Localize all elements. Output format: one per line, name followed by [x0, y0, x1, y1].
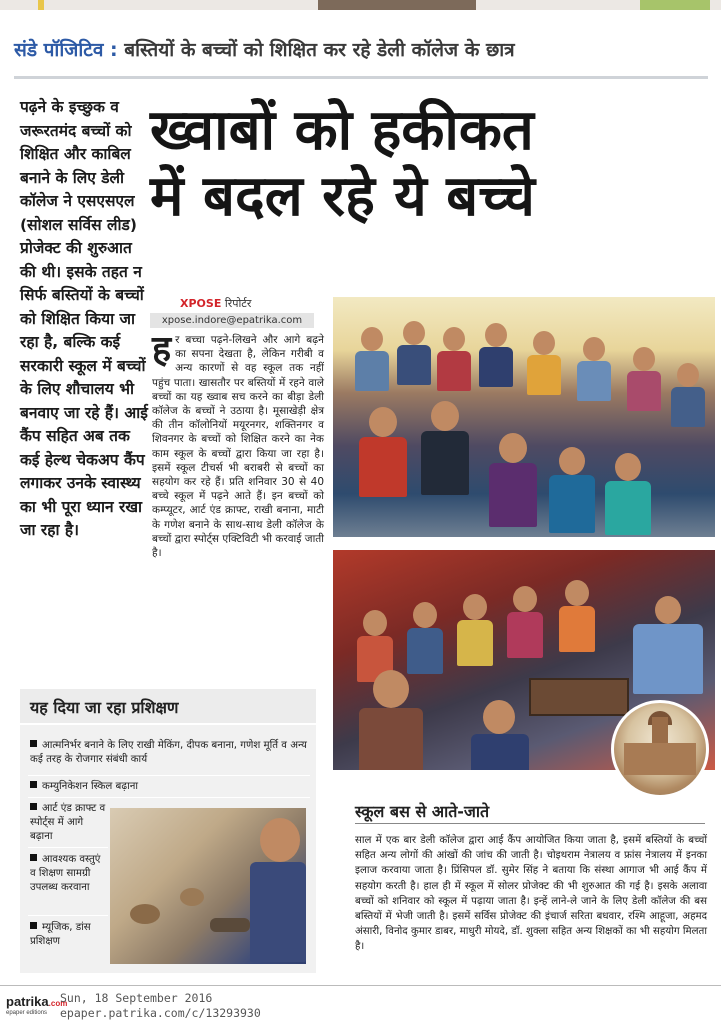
training-item: आर्ट एंड क्राफ्ट व स्पोर्ट्स में आगे बढ़ाना — [30, 803, 106, 842]
article-dropcap: ह — [152, 329, 172, 370]
article-body — [152, 329, 324, 560]
section2-body: साल में एक बार डेली कॉलेज द्वारा आई कैंप आयोजित किया जाता है, इसमें बस्तियों के बच्चों सहित अन्य लोगों की आंखों की जांच की जाती है। चोइथराम नेत्रालय व फ्रांस नेत्रालय में इनका इलाज करवाया जाता है। प्रिंसिपल डॉ. सुमेर सिंह ने बताया कि संस्था आगाज भी आई कैंप में सहयोग करती है। हाल ही में स्कूल में सोलर प्रोजेक्ट की भी शुरुआत की गई है। इसके अलावा बच्चों को शनिवार को स्कूल में पढ़ाया जाता है। इन्हें लाने-ले जाने के लिए डेली कॉलेज की बस बस्तियों में भेजी जाती है। इसमें सर्विस प्रोजेक्ट की इंचार्ज सरिता बधवार, रश्मि आहूजा, अहमद अंसारी, विनोद कुमार डाबर, माधुरी मोयदे, डॉ. शुक्ला सहित अन्य शिक्षकों का भी सहयोग मिलता है। — [355, 835, 707, 953]
headline-line-1: ख्वाबों को हकीकत — [150, 98, 534, 163]
training-item: आवश्यक वस्तुएं व शिक्षण सामग्री उपलब्ध करवाना — [30, 854, 101, 893]
top-strip — [0, 0, 721, 10]
photo-clay-craft — [110, 808, 306, 964]
training-item: आत्मनिर्भर बनाने के लिए राखी मेकिंग, दीपक बनाना, गणेश मूर्ति व अन्य कई तरह के रोजगार संबंधी कार्य — [30, 740, 307, 765]
headline — [150, 98, 710, 230]
byline — [180, 296, 330, 311]
training-item: कम्युनिकेशन स्किल बढ़ाना — [30, 780, 310, 794]
article-text: र बच्चा पढ़ने-लिखने और आगे बढ़ने का सपना देखता है, लेकिन गरीबी व अन्य कारणों से वह स्कूल तक नहीं पहुंच पाता। खासतौर पर बस्तियों में रहने वाले बच्चों का यह ख्वाब सच करने का बीड़ा डेली कॉलेज के बच्चों ने उठाया है। मूसाखेड़ी क्षेत्र की तीन कॉलोनियों मयूरनगर, शक्तिनगर व शिवनगर के बच्चों को शिक्षित करने का नेक काम स्कूल के बच्चों द्वारा किया जा रहा है। इसमें स्कूल टीचर्स भी बराबरी से बच्चों का सहयोग कर रहे हैं। प्रति शनिवार 30 से 40 बच्चे स्कूल में पढ़ने आते हैं। इन बच्चों को कम्प्यूटर, आर्ट एंड क्राफ्ट, राखी बनाना, माटी के गणेश बनाने के साथ-साथ डेली कॉलेज के बच्चों द्वारा स्पोर्ट्स एक्टिविटी भी करवाई जाती है। — [152, 334, 324, 560]
footer-date: Sun, 18 September 2016 — [60, 991, 213, 1005]
patrika-logo — [6, 994, 67, 1009]
photo-college-building — [611, 700, 709, 798]
intro-text: पढ़ने के इच्छुक व जरूरतमंद बच्चों को शिक्षित और काबिल बनाने के लिए डेली कॉलेज ने एसएसएल (सोशल सर्विस लीड) प्रोजेक्ट की शुरुआत की थी। इसके तहत न सिर्फ बस्तियों के बच्चों को शिक्षित किया जा रहा है, बल्कि कई सरकारी स्कूल में बच्चों के लिए शौचालय भी बनवाए जा रहे हैं। आई कैंप सहित अब तक कई हेल्थ चेकअप कैंप लगाकर उनके स्वास्थ्य का भी पूरा ध्यान रखा जा रहा है। — [20, 98, 148, 539]
kicker — [14, 36, 714, 74]
section2-title: स्कूल बस से आते-जाते — [355, 802, 490, 821]
training-item: म्यूजिक, डांस प्रशिक्षण — [30, 922, 91, 947]
training-title: यह दिया जा रहा प्रशिक्षण — [30, 698, 179, 717]
byline-role: रिपोर्टर — [224, 297, 252, 310]
footer-rule — [0, 985, 721, 986]
footer-url-link[interactable]: epaper.patrika.com/c/13293930 — [60, 1006, 261, 1020]
byline-brand: XPOSE — [180, 297, 222, 310]
byline-email: xpose.indore@epatrika.com — [150, 313, 314, 328]
section2-rule — [355, 823, 705, 824]
top-strip-photo — [318, 0, 476, 10]
top-strip-yellow — [38, 0, 44, 10]
photo-children-meal — [333, 297, 715, 537]
kicker-text: बस्तियों के बच्चों को शिक्षित कर रहे डेली कॉलेज के छात्र — [124, 39, 515, 61]
kicker-label: संडे पॉजिटिव : — [14, 39, 118, 61]
logo-text: patrika — [6, 994, 49, 1009]
logo-dot: .com — [48, 999, 68, 1008]
logo-subtitle: epaper editions — [6, 1010, 48, 1016]
headline-line-2: में बदल रहे ये बच्चे — [150, 164, 535, 229]
kicker-rule — [14, 76, 708, 79]
training-box-title — [20, 689, 316, 723]
top-strip-green — [640, 0, 710, 10]
